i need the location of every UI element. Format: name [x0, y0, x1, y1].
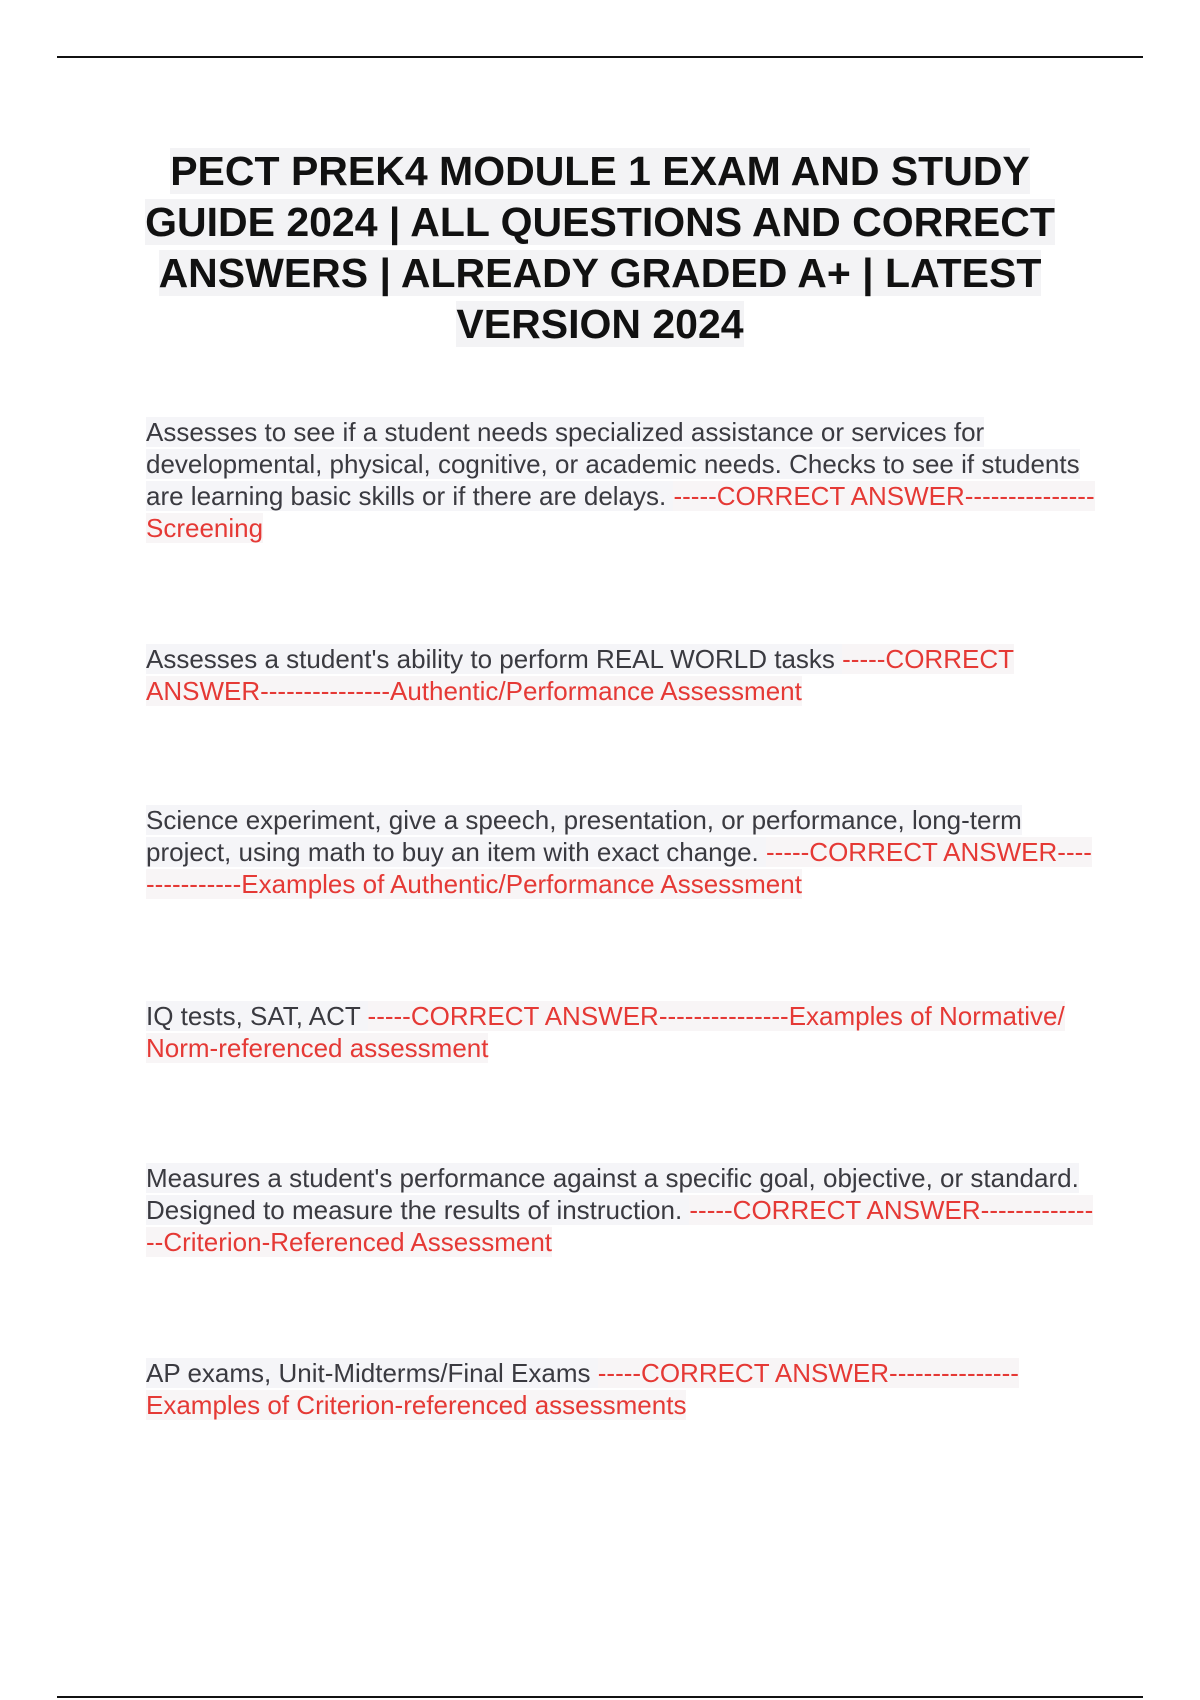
qa-item [146, 1357, 1096, 1421]
bottom-divider [57, 1696, 1143, 1698]
qa-item [146, 804, 1096, 900]
question-text: AP exams, Unit-Midterms/Final Exams [146, 1358, 598, 1388]
question-text: Assesses to see if a student needs specialized assistance or services for developmental, physical, cognitive, or academic needs. Checks to see if students are learning basic skills or if there are delays. [146, 417, 1080, 511]
question-text: IQ tests, SAT, ACT [146, 1001, 368, 1031]
answer-text: -----CORRECT ANSWER---------------Examples of Authentic/Performance Assessment [146, 837, 1092, 899]
qa-item [146, 416, 1096, 544]
document-title [130, 146, 1070, 350]
qa-item [146, 643, 1096, 707]
answer-text: -----CORRECT ANSWER---------------Screening [146, 481, 1095, 543]
answer-text: -----CORRECT ANSWER---------------Examples of Normative/ Norm-referenced assessment [146, 1001, 1065, 1063]
qa-item [146, 1000, 1096, 1064]
answer-text: -----CORRECT ANSWER---------------Examples of Criterion-referenced assessments [146, 1358, 1019, 1420]
document-title-text: PECT PREK4 MODULE 1 EXAM AND STUDY GUIDE 2024 | ALL QUESTIONS AND CORRECT ANSWERS | ALREADY GRADED A+ | LATEST VERSION 2024 [145, 148, 1055, 347]
top-divider [57, 56, 1143, 58]
question-text: Science experiment, give a speech, presentation, or performance, long-term project, using math to buy an item with exact change. [146, 805, 1022, 867]
answer-text: -----CORRECT ANSWER---------------Authentic/Performance Assessment [146, 644, 1014, 706]
question-text: Assesses a student's ability to perform REAL WORLD tasks [146, 644, 843, 674]
qa-item [146, 1162, 1096, 1258]
question-text: Measures a student's performance against a specific goal, objective, or standard. Designed to measure the results of instruction. [146, 1163, 1079, 1225]
answer-text: -----CORRECT ANSWER---------------Criterion-Referenced Assessment [146, 1195, 1094, 1257]
